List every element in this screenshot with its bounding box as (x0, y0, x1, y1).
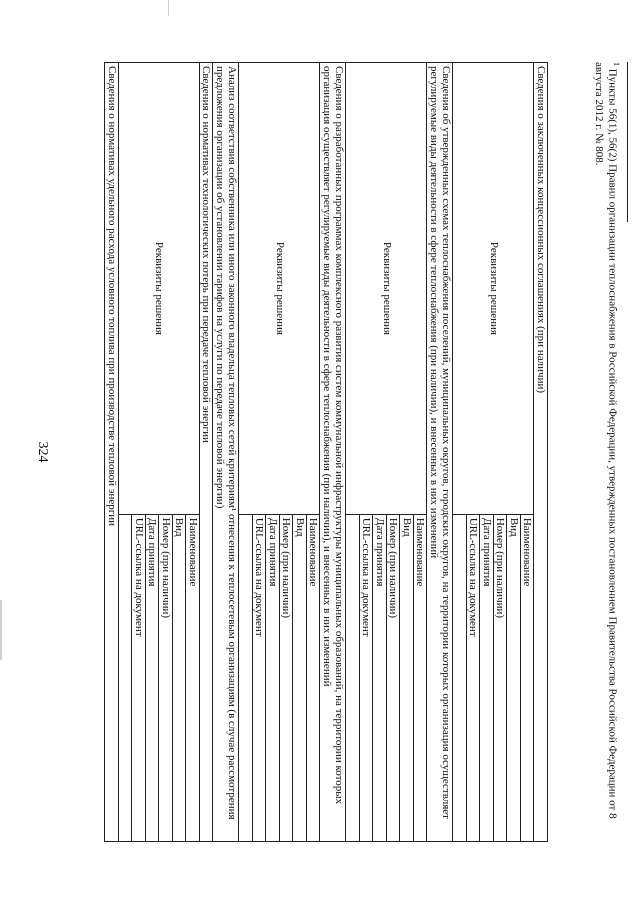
field-label: Дата принятия (373, 514, 387, 841)
section-title: Анализ соответствия собственника или иного законного владельца тепловых сетей критериям¹ отнесения к теплосетевым организациям (в случае рассмотрения предложения организации об установлении тарифов на услуги по передаче тепловой энергии) (213, 63, 239, 842)
field-label: URL-ссылка на документ (253, 514, 267, 841)
requisites-label: Реквизиты решения (453, 63, 534, 515)
section-title: Сведения об утвержденных схемах теплоснабжения поселений, муниципальных округов, городских округов, на территории которых организация осуществляет регулируемые виды деятельности в сфере теплоснабжения (при наличии), и внесенных в них изменений (427, 63, 453, 842)
section-title: Сведения о нормативах удельного расхода условного топлива при производстве тепловой энергии (105, 63, 119, 842)
section-title-row (534, 63, 548, 842)
section-title: Сведения о разработанных программах комплексного развития систем коммунальной инфраструктуры муниципальных образований, на территории которых организация осуществляет регулируемые виды деятельности в сфере теплоснабжения (при наличии), и внесенных в них изменений (320, 63, 346, 842)
footnote-rule (627, 62, 628, 222)
field-label: URL-ссылка на документ (360, 514, 374, 841)
field-label: Вид (173, 514, 187, 841)
requisites-label: Реквизиты решения (346, 63, 427, 515)
field-label: Номер (при наличии) (280, 514, 294, 841)
section-title-row (320, 63, 346, 842)
section-title: Сведения о заключенных концессионных соглашениях (при наличии) (534, 63, 548, 842)
field-row (414, 63, 428, 842)
field-label: Номер (при наличии) (387, 514, 401, 841)
section-title-row (105, 63, 119, 842)
requisites-label: Реквизиты решения (119, 63, 200, 515)
field-row (521, 63, 535, 842)
field-empty (346, 514, 360, 841)
section-title-row (427, 63, 453, 842)
footnote-body (592, 62, 623, 842)
section-title: Сведения о нормативах технологических потерь при передаче тепловой энергии (200, 63, 214, 842)
field-empty (453, 514, 467, 841)
field-label: Номер (при наличии) (159, 514, 173, 841)
field-label: Вид (507, 514, 521, 841)
field-label: URL-ссылка на документ (132, 514, 146, 841)
page-number: 324 (35, 441, 50, 463)
field-empty (239, 514, 253, 841)
footnote (558, 62, 628, 842)
field-row (186, 63, 200, 842)
section-title-row (213, 63, 239, 842)
field-label: Вид (293, 514, 307, 841)
field-label: Дата принятия (146, 514, 160, 841)
field-label: Дата принятия (480, 514, 494, 841)
footnote-marker: 1 (612, 62, 621, 66)
field-row (307, 63, 321, 842)
requisites-label: Реквизиты решения (239, 63, 320, 515)
scan-edge-mark (0, 600, 2, 660)
field-label: Дата принятия (266, 514, 280, 841)
field-label: Наименование (186, 514, 200, 841)
field-label: Наименование (521, 514, 535, 841)
section-title-row (200, 63, 214, 842)
field-label: Наименование (307, 514, 321, 841)
field-label: Номер (при наличии) (494, 514, 508, 841)
field-empty (119, 514, 133, 841)
document-table (105, 62, 549, 842)
scan-edge-mark (168, 0, 169, 16)
footnote-text: Пункты 56(1), 56(2) Правил организации теплоснабжения в Российской Федерации, утвержденных постановлением Правительства Российской Федерации от 8 августа 2012 г. № 808. (593, 62, 619, 819)
field-label: URL-ссылка на документ (467, 514, 481, 841)
rotated-content (78, 62, 548, 842)
field-label: Наименование (414, 514, 428, 841)
field-label: Вид (400, 514, 414, 841)
